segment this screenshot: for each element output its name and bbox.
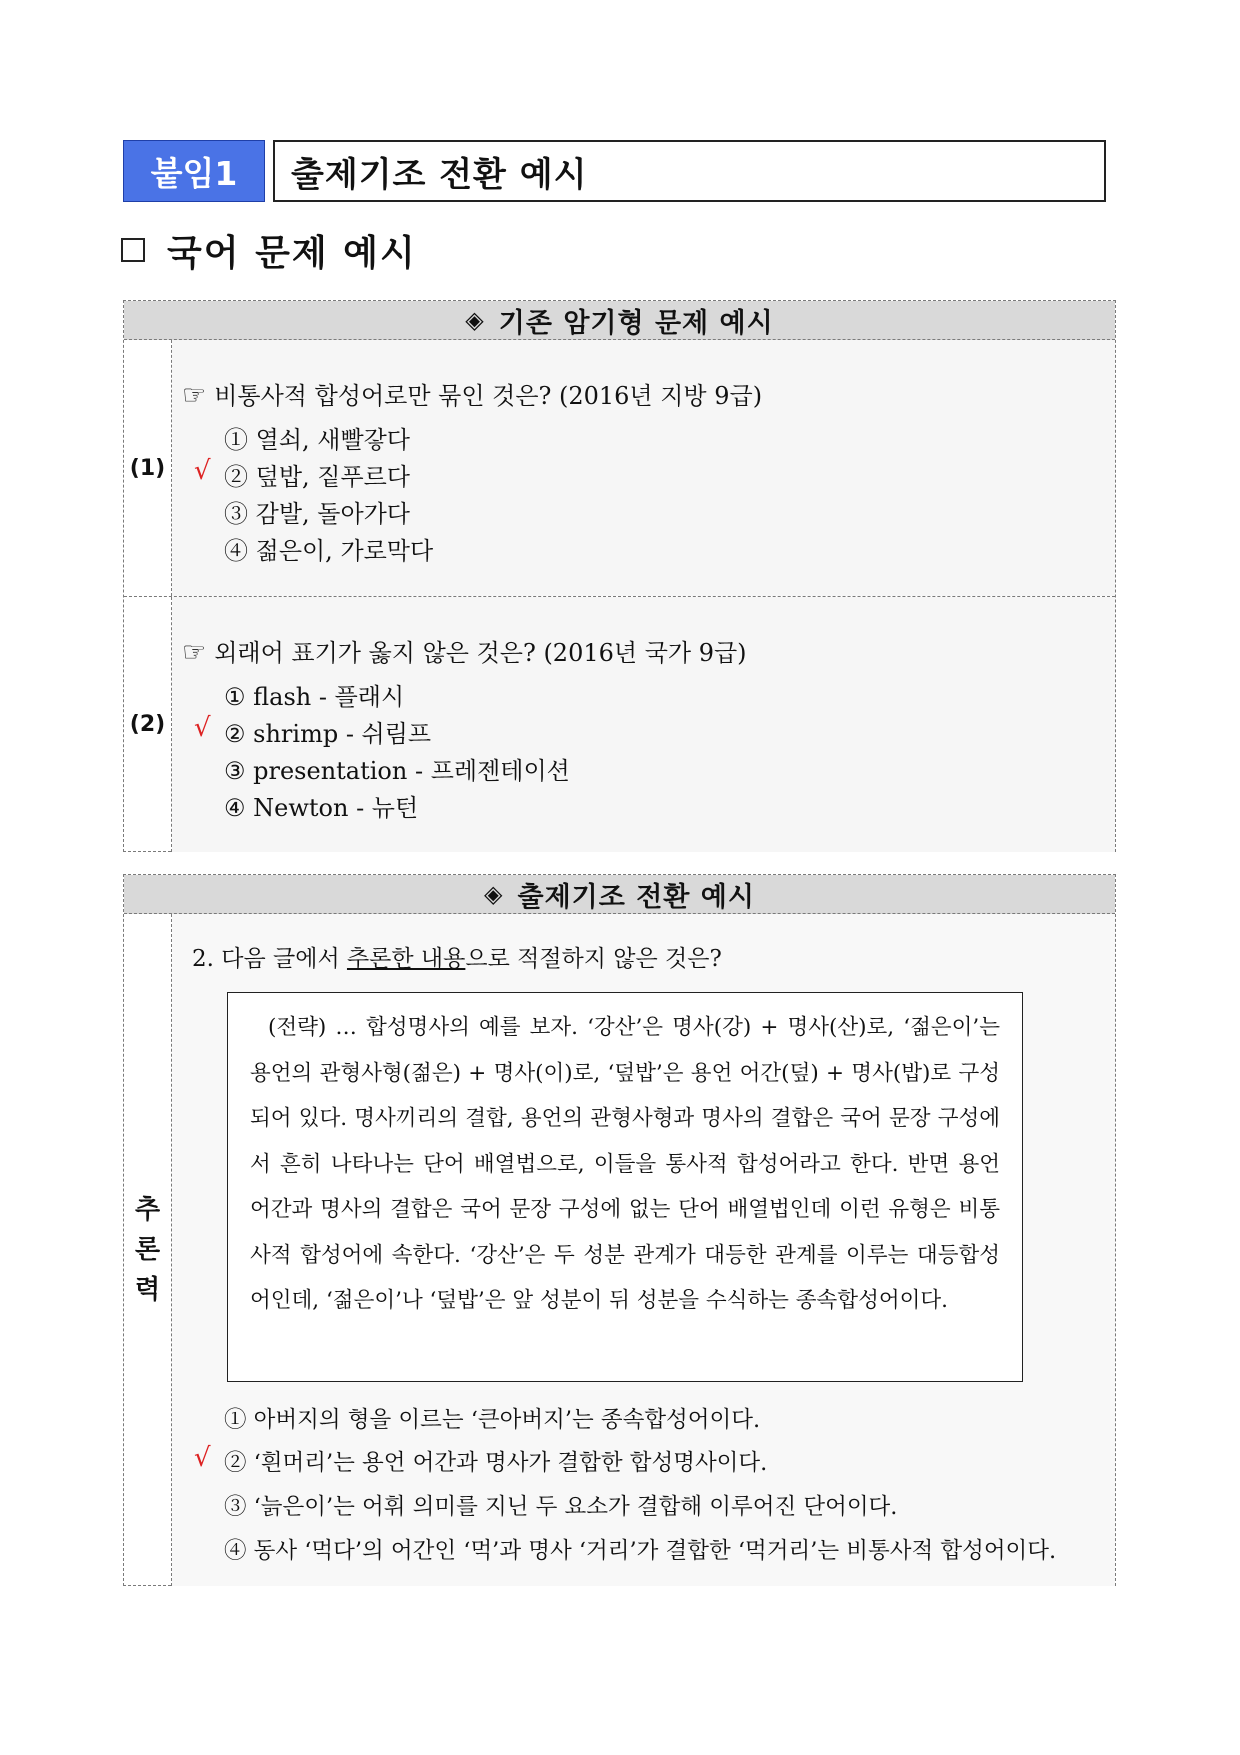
pointing-hand-icon: ☞ [182, 380, 207, 411]
check-mark-icon: √ [194, 1443, 211, 1473]
question-body [172, 914, 1115, 1586]
question-text: ☞ 외래어 표기가 옳지 않은 것은? (2016년 국가 9급) [182, 637, 747, 668]
choice-item: ③ 감발, 돌아가다 [224, 500, 410, 528]
reading-passage: (전략) … 합성명사의 예를 보자. ‘강산’은 명사(강) + 명사(산)로, ‘젊은이’는 용언의 관형사형(젊은) + 명사(이)로, ‘덮밥’은 용언 어간(덮) + 명사(밥)로 구성되어 있다. 명사끼리의 결합, 용언의 관형사형과 명사의 결합은 국어 문장 구성에서 흔히 나타나는 단어 배열법으로, 이들을 통사적 합성어라고 한다. 반면 용언 어간과 명사의 결합은 국어 문장 구성에 없는 단어 배열법인데 이런 유형은 비통사적 합성어에 속한다. ‘강산’은 두 성분 관계가 대등한 관계를 이루는 대등합성어인데, ‘젊은이’나 ‘덮밥’은 앞 성분이 뒤 성분을 수식하는 종속합성어이다. [227, 992, 1023, 1382]
table-heading-text: 기존 암기형 문제 예시 [498, 307, 774, 339]
checkbox-icon [121, 238, 145, 262]
row-label-reasoning: 추 론 력 [124, 914, 172, 1586]
choice-item: ② shrimp - 쉬림프 [224, 720, 432, 748]
reasoning-question-table [123, 874, 1116, 1586]
choice-item: ③ ‘늙은이’는 어휘 의미를 지닌 두 요소가 결합해 이루어진 단어이다. [224, 1494, 898, 1520]
question-row [124, 596, 1115, 852]
question-body [172, 597, 1115, 852]
diamond-icon: ◈ [484, 880, 504, 908]
choice-item: ① 아버지의 형을 이르는 ‘큰아버지’는 종속합성어이다. [224, 1407, 761, 1433]
choice-item: ④ Newton - 뉴턴 [224, 794, 419, 822]
question-row [124, 914, 1115, 1586]
table-heading [124, 301, 1115, 340]
check-mark-icon: √ [194, 713, 211, 743]
table-heading [124, 875, 1115, 914]
row-label: (2) [124, 597, 172, 852]
diamond-icon: ◈ [465, 306, 485, 334]
question-body [172, 340, 1115, 596]
section-heading [121, 225, 417, 275]
question-row [124, 340, 1115, 596]
question-text: ☞ 비통사적 합성어로만 묶인 것은? (2016년 지방 9급) [182, 380, 763, 411]
choice-item: ② 덮밥, 짙푸르다 [224, 463, 410, 491]
choice-item: ④ 젊은이, 가로막다 [224, 537, 434, 565]
pointing-hand-icon: ☞ [182, 637, 207, 668]
document-header [123, 140, 1106, 204]
table-heading-text: 출제기조 전환 예시 [517, 881, 755, 913]
choice-item: ② ‘흰머리’는 용언 어간과 명사가 결합한 합성명사이다. [224, 1450, 768, 1476]
check-mark-icon: √ [194, 456, 211, 486]
choice-item: ① flash - 플래시 [224, 683, 405, 711]
section-title: 국어 문제 예시 [167, 232, 417, 274]
document-title: 출제기조 전환 예시 [273, 140, 1106, 202]
choice-item: ④ 동사 ‘먹다’의 어간인 ‘먹’과 명사 ‘거리’가 결합한 ‘먹거리’는 비통사적 합성어이다. [224, 1538, 1057, 1564]
attachment-tag: 붙임1 [123, 140, 265, 202]
choice-item: ③ presentation - 프레젠테이션 [224, 757, 570, 785]
choice-item: ① 열쇠, 새빨갛다 [224, 426, 410, 454]
row-label: (1) [124, 340, 172, 596]
legacy-question-table [123, 300, 1116, 852]
question-text: 2. 다음 글에서 추론한 내용으로 적절하지 않은 것은? [192, 946, 722, 972]
